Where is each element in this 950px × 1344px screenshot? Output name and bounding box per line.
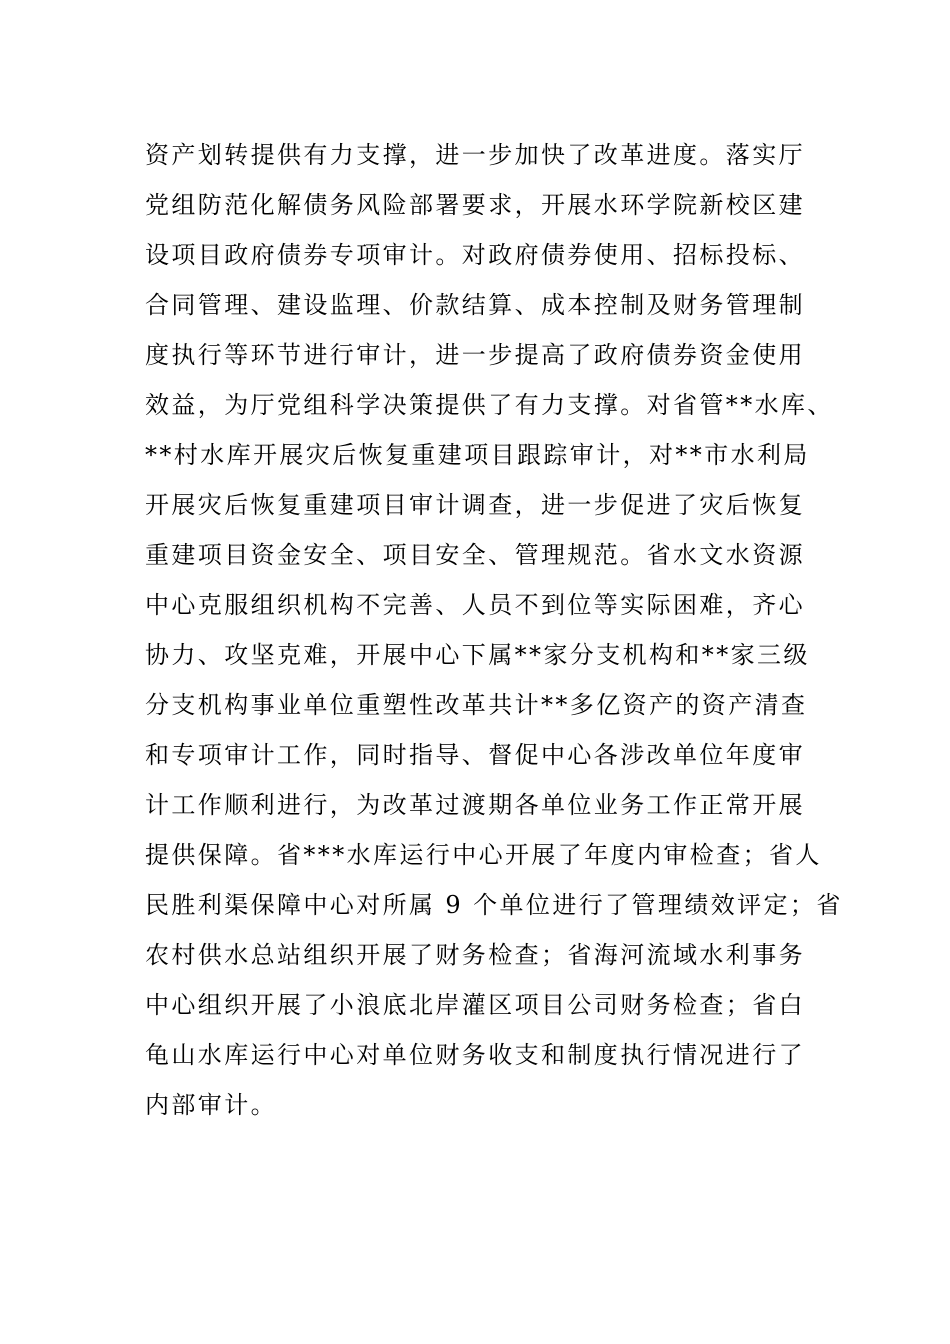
text-line: 重建项目资金安全、项目安全、管理规范。省水文水资源 [145, 541, 805, 569]
text-line: 中心组织开展了小浪底北岸灌区项目公司财务检查；省白 [145, 991, 805, 1019]
text-line: 协力、攻坚克难，开展中心下属**家分支机构和**家三级 [145, 641, 810, 669]
text-line: 党组防范化解债务风险部署要求，开展水环学院新校区建 [145, 191, 805, 219]
text-line: 度执行等环节进行审计，进一步提高了政府债券资金使用 [145, 341, 805, 369]
text-line: 效益，为厅党组科学决策提供了有力支撑。对省管**水库、 [145, 391, 834, 419]
text-line: 开展灾后恢复重建项目审计调查，进一步促进了灾后恢复 [145, 491, 805, 519]
text-line: 农村供水总站组织开展了财务检查；省海河流域水利事务 [145, 941, 805, 969]
text-line: 和专项审计工作，同时指导、督促中心各涉改单位年度审 [145, 741, 805, 769]
body-paragraph [145, 130, 843, 1130]
text-line: **村水库开展灾后恢复重建项目跟踪审计，对**市水利局 [145, 441, 810, 469]
text-line: 合同管理、建设监理、价款结算、成本控制及财务管理制 [145, 291, 805, 319]
text-line: 设项目政府债券专项审计。对政府债券使用、招标投标、 [145, 241, 805, 269]
text-line: 内部审计。 [145, 1091, 277, 1119]
text-line: 分支机构事业单位重塑性改革共计**多亿资产的资产清查 [145, 691, 808, 719]
text-line: 提供保障。省***水库运行中心开展了年度内审检查；省人 [145, 841, 822, 869]
text-line: 民胜利渠保障中心对所属 9 个单位进行了管理绩效评定；省 [145, 891, 843, 919]
text-line: 龟山水库运行中心对单位财务收支和制度执行情况进行了 [145, 1041, 805, 1069]
text-line: 中心克服组织机构不完善、人员不到位等实际困难，齐心 [145, 591, 805, 619]
text-line: 计工作顺利进行，为改革过渡期各单位业务工作正常开展 [145, 791, 805, 819]
text-line: 资产划转提供有力支撑，进一步加快了改革进度。落实厅 [145, 141, 805, 169]
